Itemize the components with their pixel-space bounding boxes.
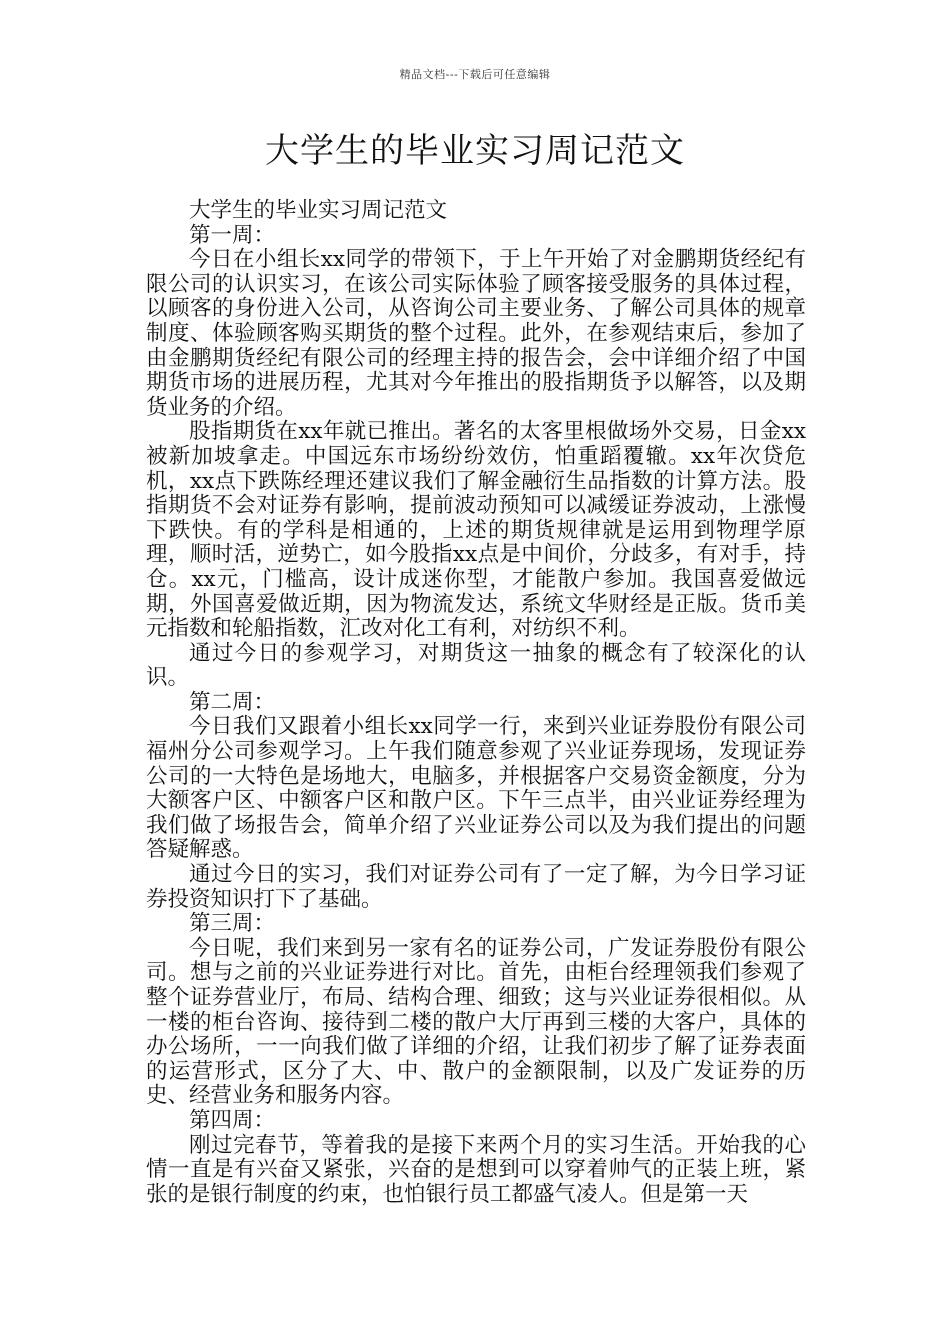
paragraph-subtitle: 大学生的毕业实习周记范文 [189, 198, 448, 223]
paragraph-week-3-heading: 第三周： [189, 911, 276, 937]
document-title: 大学生的毕业实习周记范文 [265, 131, 685, 171]
paragraph: 通过今日的参观学习，对期货这一抽象的概念有了较深化的认识。 [146, 640, 806, 691]
header-note: 精品文档---下载后可任意编辑 [399, 68, 551, 81]
paragraph-week-1-heading: 第一周： [189, 222, 276, 248]
document-body [146, 199, 806, 1207]
paragraph: 今日呢，我们来到另一家有名的证券公司，广发证券股份有限公司。想与之前的兴业证券进行对比。首先，由柜台经理领我们参观了整个证券营业厅，布局、结构合理、细致；这与兴业证券很相似。从一楼的柜台咨询、接待到二楼的散户大厅再到三楼的大客户，具体的办公场所，一一向我们做了详细的介绍，让我们初步了解了证券表面的运营形式，区分了大、中、散户的金额限制，以及广发证券的历史、经营业务和服务内容。 [146, 935, 806, 1109]
paragraph: 股指期货在xx年就已推出。著名的太客里根做场外交易，日金xx被新加坡拿走。中国远东市场纷纷效仿，怕重蹈覆辙。xx年次贷危机，xx点下跌陈经理还建议我们了解金融衍生品指数的计算方法。股指期货不会对证券有影响，提前波动预知可以减缓证券波动，上涨慢下跌快。有的学科是相通的，上述的期货规律就是运用到物理学原理，顺时活，逆势亡，如今股指xx点是中间价，分歧多，有对手，持仓。xx元，门槛高，设计成迷你型，才能散户参加。我国喜爱做远期，外国喜爱做近期，因为物流发达，系统文华财经是正版。货币美元指数和轮船指数，汇改对化工有利，对纺织不利。 [146, 419, 806, 642]
paragraph-week-2-heading: 第二周： [189, 689, 276, 715]
paragraph-week-4-heading: 第四周： [189, 1107, 276, 1133]
paragraph: 今日我们又跟着小组长xx同学一行，来到兴业证券股份有限公司福州分公司参观学习。上午我们随意参观了兴业证券现场，发现证券公司的一大特色是场地大，电脑多，并根据客户交易资金额度，分为大额客户区、中额客户区和散户区。下午三点半，由兴业证券经理为我们做了场报告会，简单介绍了兴业证券公司以及为我们提出的问题答疑解惑。 [146, 714, 806, 863]
paragraph: 刚过完春节，等着我的是接下来两个月的实习生活。开始我的心情一直是有兴奋又紧张，兴奋的是想到可以穿着帅气的正装上班，紧张的是银行制度的约束，也怕银行员工都盛气凌人。但是第一天 [146, 1132, 806, 1207]
paragraph: 通过今日的实习，我们对证券公司有了一定了解，为今日学习证券投资知识打下了基础。 [146, 862, 806, 912]
paragraph: 今日在小组长xx同学的带领下，于上午开始了对金鹏期货经纪有限公司的认识实习，在该公司实际体验了顾客接受服务的具体过程，以顾客的身份进入公司，从咨询公司主要业务、了解公司具体的规章制度、体验顾客购买期货的整个过程。此外，在参观结束后，参加了由金鹏期货经纪有限公司的经理主持的报告会，会中详细介绍了中国期货市场的进展历程，尤其对今年推出的股指期货予以解答，以及期货业务的介绍。 [146, 247, 806, 420]
